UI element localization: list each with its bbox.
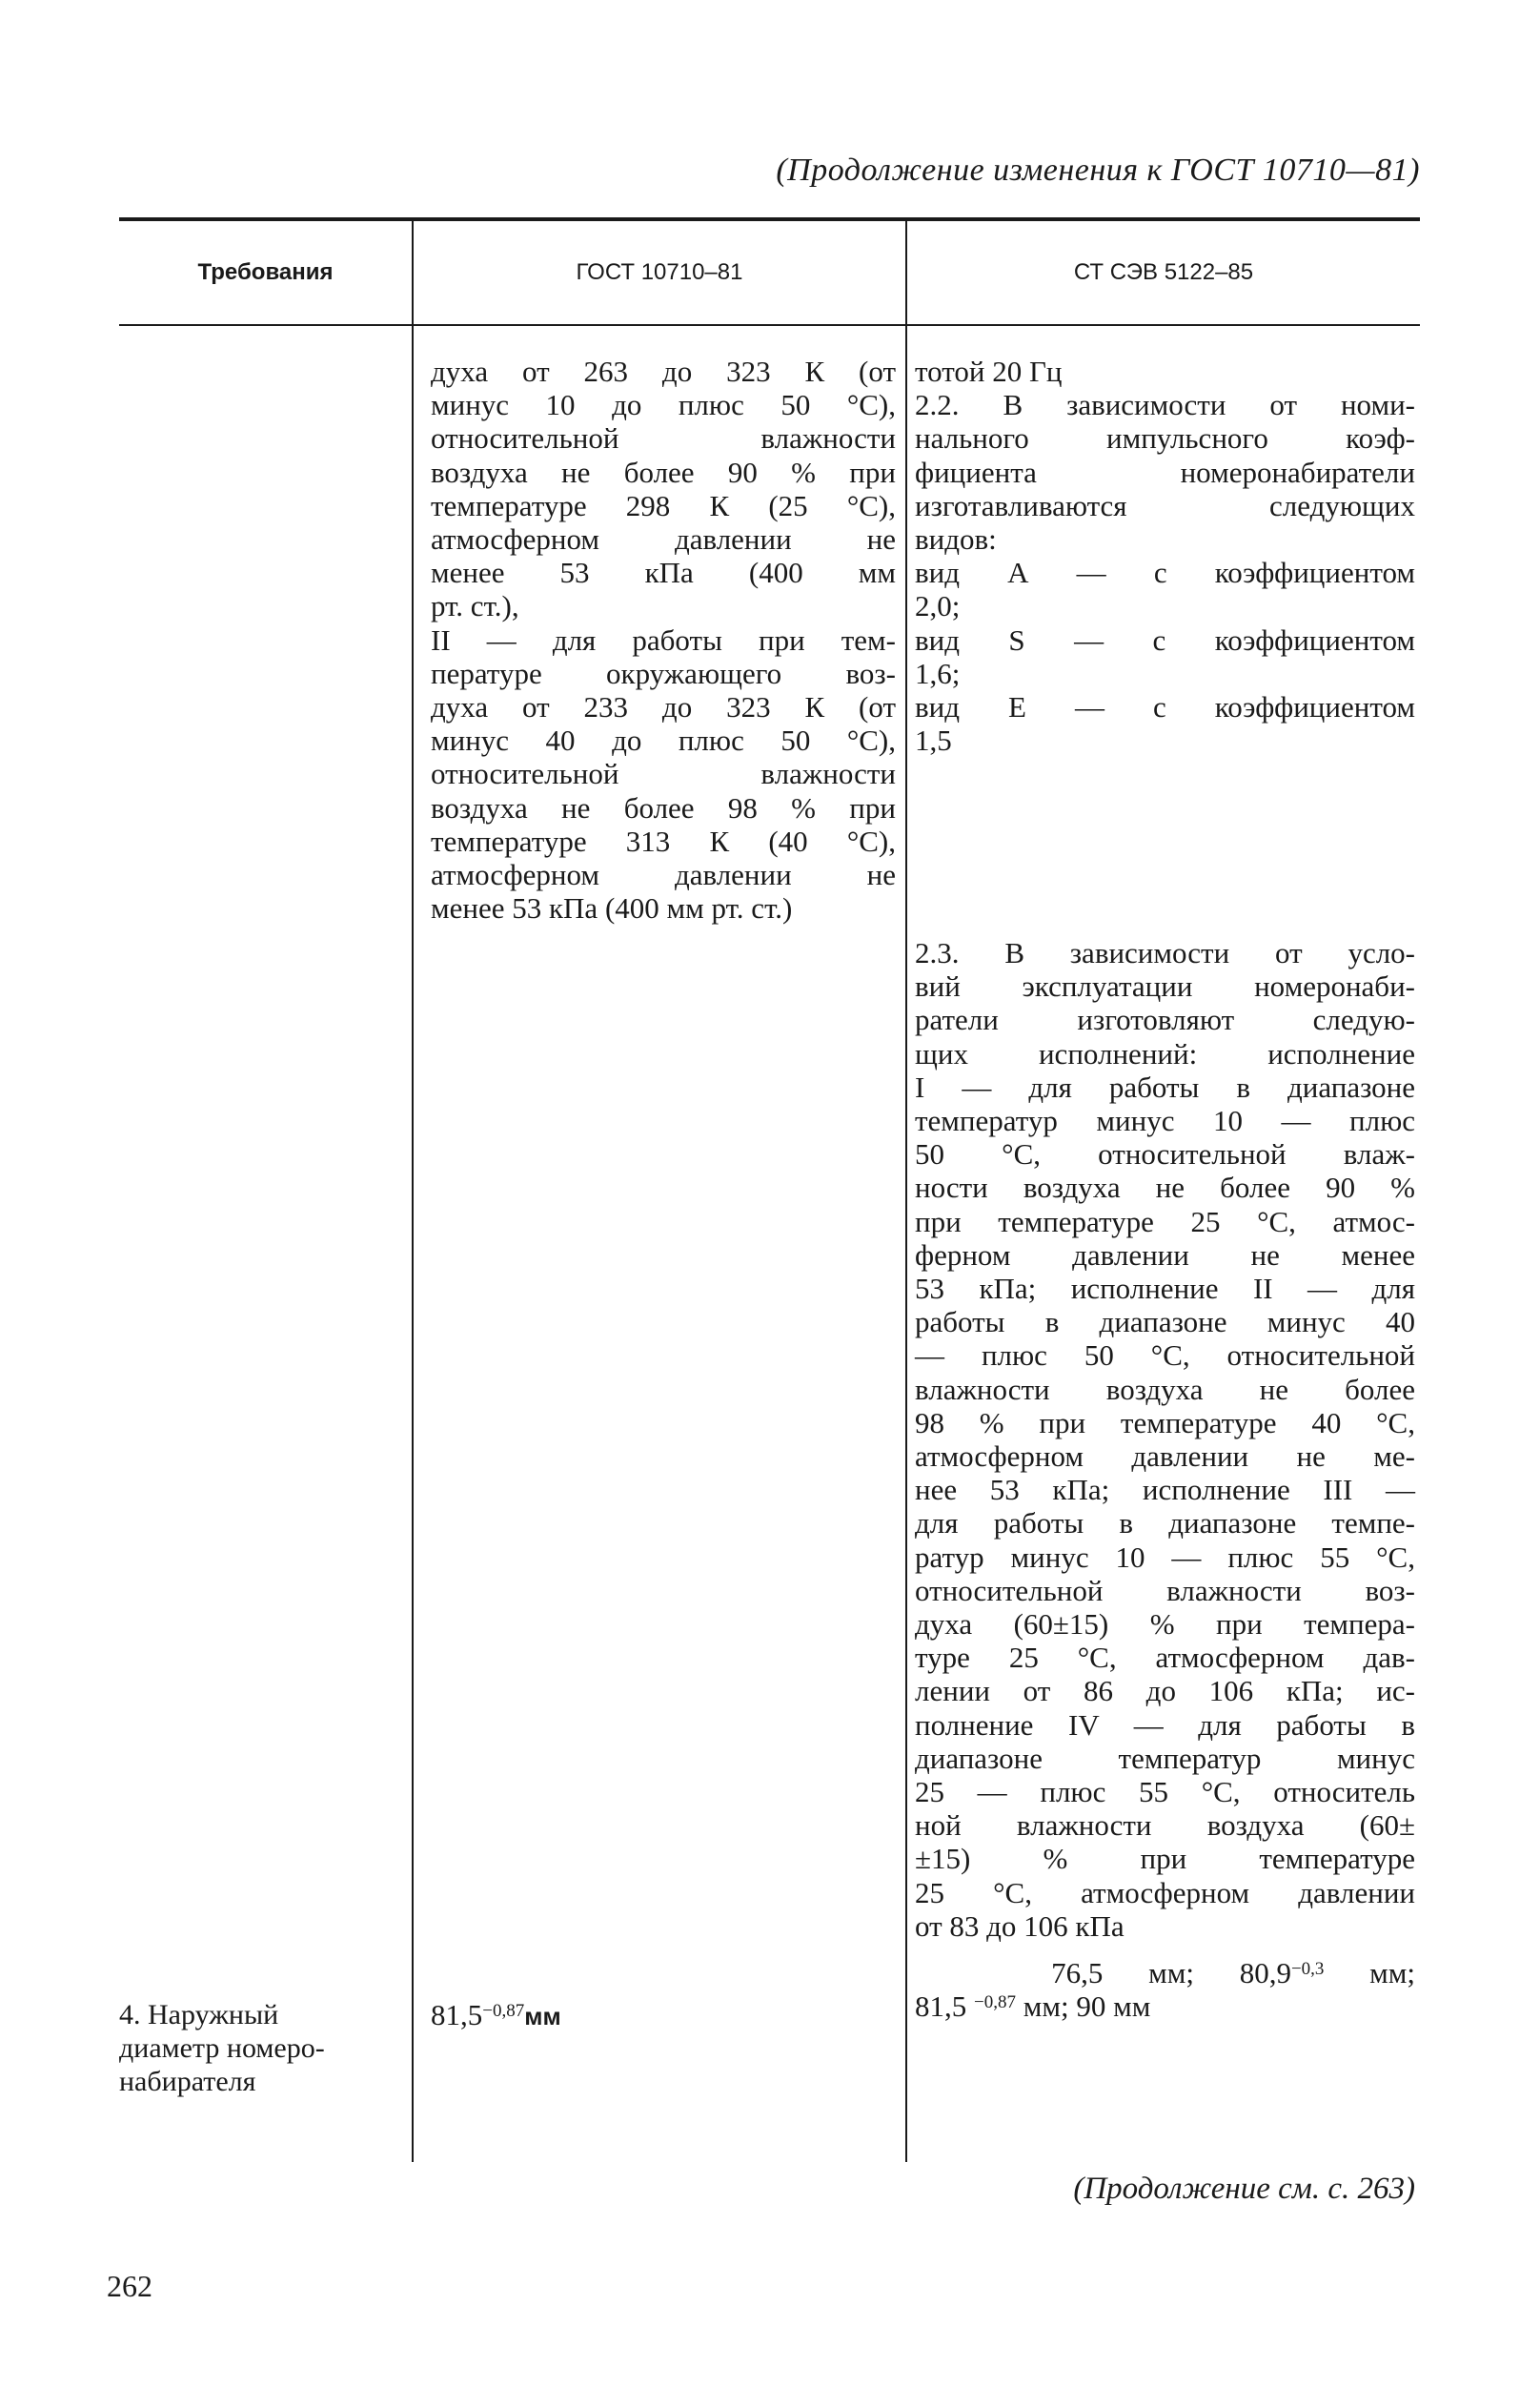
sev-diameter-4: 90 bbox=[1076, 1989, 1106, 2024]
text-line: нее 53 кПа; исполнение III — bbox=[915, 1473, 1415, 1507]
column-divider-1 bbox=[412, 221, 414, 2162]
text-line: диапазоне температур минус bbox=[915, 1741, 1415, 1775]
text-line: температур минус 10 — плюс bbox=[915, 1104, 1415, 1138]
text-line: — плюс 50 °С, относительной bbox=[915, 1338, 1415, 1373]
text-line: 4. Наружный bbox=[119, 1999, 279, 2030]
text-line: 98 % при температуре 40 °С, bbox=[915, 1405, 1415, 1439]
text-line: от 83 до 106 кПа bbox=[915, 1908, 1125, 1943]
text-line: II — для работы при тем- bbox=[431, 622, 896, 657]
column-header-st-sev: СТ СЭВ 5122–85 bbox=[1073, 259, 1254, 285]
column-divider-2 bbox=[905, 221, 907, 2162]
text-line: 2,0; bbox=[915, 589, 961, 623]
text-line: духа от 263 до 323 К (от bbox=[431, 355, 896, 388]
gost-diameter-number: 81,5 bbox=[431, 1998, 483, 2031]
text-line: температуре 313 К (40 °С), bbox=[431, 824, 896, 858]
text-line: 25 °С, атмосферном давлении bbox=[915, 1875, 1415, 1909]
continuation-footer: (Продолжение см. с. 263) bbox=[1073, 2172, 1415, 2206]
sev-unit-1: мм; bbox=[1148, 1956, 1194, 1989]
text-line: для работы в диапазоне темпе- bbox=[915, 1506, 1415, 1540]
st-sev-outer-diameter-values bbox=[915, 1956, 1415, 2023]
text-line: воздуха не более 90 % при bbox=[431, 455, 896, 489]
text-line: нального импульсного коэф- bbox=[915, 421, 1415, 456]
text-line: 2.2. В зависимости от номи- bbox=[915, 388, 1415, 422]
gost-diameter-tolerance: −0,87 bbox=[482, 2001, 525, 2021]
text-line: атмосферном давлении не bbox=[431, 858, 896, 892]
gost-cell-continuation bbox=[431, 355, 896, 925]
text-line: ±15) % при температуре bbox=[915, 1842, 1415, 1876]
text-line: пературе окружающего воз- bbox=[431, 656, 896, 690]
st-sev-cell-section-2-3 bbox=[915, 936, 1415, 1943]
text-line: 25 — плюс 55 °С, относитель bbox=[915, 1775, 1415, 1809]
text-line: относительной влажности воз- bbox=[915, 1573, 1415, 1607]
text-line: фициента номеронабиратели bbox=[915, 455, 1415, 489]
text-line: набирателя bbox=[119, 2066, 256, 2097]
page-number: 262 bbox=[107, 2269, 152, 2303]
text-line: вий эксплуатации номеронаби- bbox=[915, 969, 1415, 1004]
column-header-gost: ГОСТ 10710–81 bbox=[576, 259, 743, 285]
text-line: при температуре 25 °С, атмос- bbox=[915, 1204, 1415, 1238]
text-line: видов: bbox=[915, 522, 997, 557]
text-line: духа от 233 до 323 К (от bbox=[431, 690, 896, 724]
text-line: щих исполнений: исполнение bbox=[915, 1036, 1415, 1071]
table-header-rule bbox=[119, 324, 1420, 326]
text-line: рт. ст.), bbox=[431, 589, 519, 623]
text-line: тотой 20 Гц bbox=[915, 355, 1063, 388]
sev-unit-2: мм; bbox=[1369, 1956, 1415, 1989]
text-line: относительной влажности bbox=[431, 421, 896, 456]
text-line: 1,5 bbox=[915, 724, 952, 758]
text-line: диаметр номеро- bbox=[119, 2032, 325, 2064]
sev-tolerance-2: −0,3 bbox=[1290, 1959, 1325, 1979]
table-top-rule bbox=[119, 217, 1420, 221]
sev-tolerance-3: −0,87 bbox=[974, 1992, 1016, 2013]
st-sev-cell-continuation bbox=[915, 355, 1415, 757]
text-line: 1,6; bbox=[915, 656, 961, 690]
gost-outer-diameter-value bbox=[431, 1998, 896, 2033]
column-header-requirements: Требования bbox=[197, 259, 334, 285]
text-line: полнение IV — для работы в bbox=[915, 1707, 1415, 1742]
text-line: атмосферном давлении не ме- bbox=[915, 1439, 1415, 1474]
sev-diameter-3: 81,5 bbox=[915, 1989, 967, 2024]
text-line: относительной влажности bbox=[431, 757, 896, 791]
text-line: 50 °С, относительной влаж- bbox=[915, 1137, 1415, 1172]
text-line: атмосферном давлении не bbox=[431, 522, 896, 557]
text-line: I — для работы в диапазоне bbox=[915, 1070, 1415, 1104]
sev-diameter-2: 80,9 bbox=[1239, 1956, 1291, 1989]
continuation-header: (Продолжение изменения к ГОСТ 10710—81) bbox=[776, 153, 1420, 188]
sev-unit-4: мм bbox=[1113, 1989, 1151, 2024]
text-line: 53 кПа; исполнение II — для bbox=[915, 1272, 1415, 1306]
text-line: лении от 86 до 106 кПа; ис- bbox=[915, 1674, 1415, 1708]
sev-unit-3: мм; bbox=[1023, 1989, 1069, 2024]
requirement-outer-diameter bbox=[119, 1998, 395, 2098]
text-line: работы в диапазоне минус 40 bbox=[915, 1305, 1415, 1339]
text-line: ности воздуха не более 90 % bbox=[915, 1171, 1415, 1205]
text-line: вид А — с коэффициентом bbox=[915, 556, 1415, 590]
text-line: менее 53 кПа (400 мм bbox=[431, 556, 896, 590]
text-line: температуре 298 К (25 °С), bbox=[431, 488, 896, 522]
text-line: туре 25 °С, атмосферном дав- bbox=[915, 1641, 1415, 1675]
text-line: 2.3. В зависимости от усло- bbox=[915, 936, 1415, 969]
text-line: ратур минус 10 — плюс 55 °С, bbox=[915, 1540, 1415, 1574]
text-line: вид Е — с коэффициентом bbox=[915, 690, 1415, 724]
text-line: вид S — с коэффициентом bbox=[915, 622, 1415, 657]
gost-diameter-unit: мм bbox=[524, 2002, 561, 2030]
text-line: воздуха не более 98 % при bbox=[431, 790, 896, 825]
text-line: ферном давлении не менее bbox=[915, 1237, 1415, 1272]
text-line: минус 10 до плюс 50 °С), bbox=[431, 388, 896, 422]
text-line: духа (60±15) % при темпера- bbox=[915, 1607, 1415, 1642]
text-line: влажности воздуха не более bbox=[915, 1372, 1415, 1406]
text-line: изготавливаются следующих bbox=[915, 488, 1415, 522]
text-line: ной влажности воздуха (60± bbox=[915, 1808, 1415, 1843]
text-line: минус 40 до плюс 50 °С), bbox=[431, 724, 896, 758]
text-line: менее 53 кПа (400 мм рт. ст.) bbox=[431, 891, 793, 926]
text-line: ратели изготовляют следую- bbox=[915, 1003, 1415, 1037]
sev-diameter-1: 76,5 bbox=[1051, 1956, 1104, 1989]
